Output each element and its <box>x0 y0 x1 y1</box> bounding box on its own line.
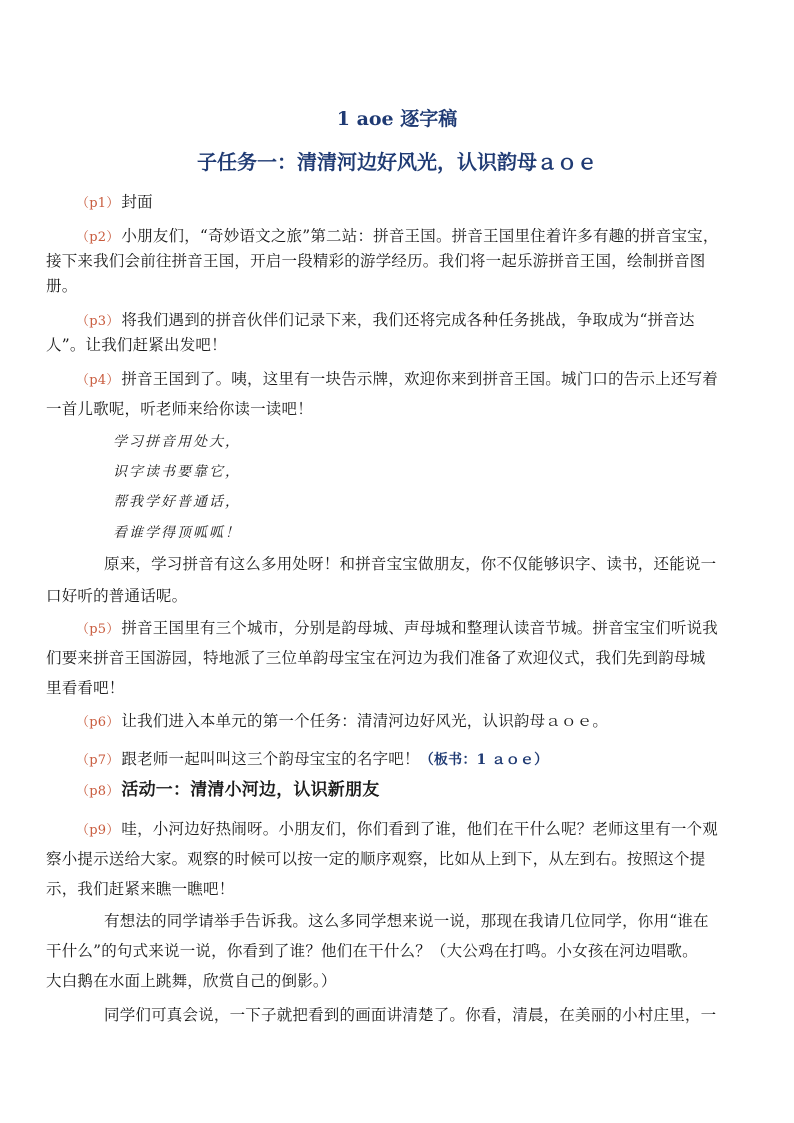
p9-line-3: 示，我们赶紧来瞧一瞧吧！ <box>46 880 235 898</box>
para-a-line-3: 大白鹅在水面上跳舞，欣赏自己的倒影。） <box>46 972 337 990</box>
p5-line-1 <box>76 618 718 640</box>
page-tag: （p3） <box>76 314 120 329</box>
p7-text: 跟老师一起叫叫这三个韵母宝宝的名字吧！ <box>121 750 420 768</box>
para-a-line-1: 有想法的同学请举手告诉我。这么多同学想来说一说，那现在我请几位同学，你用“谁在 <box>104 912 709 930</box>
after-poem-line-1: 原来，学习拼音有这么多用处呀！和拼音宝宝做朋友，你不仅能够识字、读书，还能说一 <box>104 555 717 573</box>
page-tag: （p8） <box>76 784 120 799</box>
page-tag: （p1） <box>76 196 120 211</box>
p5-text: 拼音王国里有三个城市，分别是韵母城、声母城和整理认读音节城。拼音宝宝们听说我 <box>121 619 719 637</box>
p8-line <box>76 780 379 802</box>
p2-line-3: 册。 <box>46 277 78 295</box>
page-tag: （p7） <box>76 753 120 768</box>
p1-text: 封面 <box>121 193 153 211</box>
poem-line: 帮我学好普通话， <box>113 494 241 510</box>
para-a-line-2: 干什么”的句式来说一说，你看到了谁？他们在干什么？（大公鸡在打鸣。小女孩在河边唱歌。 <box>46 942 698 960</box>
p4-line-2: 一首儿歌呢，听老师来给你读一读吧！ <box>46 400 313 418</box>
board-note: （板书：1 ａｏｅ） <box>419 752 549 768</box>
p4-text: 拼音王国到了。咦，这里有一块告示牌，欢迎你来到拼音王国。城门口的告示上还写着 <box>121 370 719 388</box>
p2-line-2: 接下来我们会前往拼音王国，开启一段精彩的游学经历。我们将一起乐游拼音王国，绘制拼音图 <box>46 252 706 270</box>
para-b-line-1: 同学们可真会说，一下子就把看到的画面讲清楚了。你看，清晨，在美丽的小村庄里，一 <box>104 1006 717 1024</box>
p5-line-2: 们要来拼音王国游园，特地派了三位单韵母宝宝在河边为我们准备了欢迎仪式，我们先到韵母城 <box>46 649 706 667</box>
p3-text: 将我们遇到的拼音伙伴们记录下来，我们还将完成各种任务挑战，争取成为“拼音达 <box>121 311 695 329</box>
page-tag: （p6） <box>76 715 120 730</box>
p6-line <box>76 711 608 733</box>
p3-line-1 <box>76 310 695 332</box>
p7-line <box>76 749 548 771</box>
p1-line <box>76 192 153 214</box>
p2-line-1 <box>76 226 719 248</box>
p2-text: 小朋友们，“奇妙语文之旅”第二站：拼音王国。拼音王国里住着许多有趣的拼音宝宝， <box>121 227 719 245</box>
p3-line-2: 人”。让我们赶紧出发吧！ <box>46 336 227 354</box>
page-tag: （p4） <box>76 373 120 388</box>
p9-line-1 <box>76 819 718 841</box>
activity-heading: 活动一：清清小河边，认识新朋友 <box>121 780 380 800</box>
p9-text: 哇，小河边好热闹呀。小朋友们，你们看到了谁，他们在干什么呢？老师这里有一个观 <box>121 820 719 838</box>
page-tag: （p2） <box>76 230 120 245</box>
page-tag: （p5） <box>76 622 120 637</box>
poem-line: 看谁学得顶呱呱！ <box>113 525 241 541</box>
p5-line-3: 里看看吧！ <box>46 679 125 697</box>
poem-line: 识字读书要靠它， <box>113 464 241 480</box>
after-poem-line-2: 口好听的普通话呢。 <box>46 587 188 605</box>
subtask-title: 子任务一：清清河边好风光，认识韵母ａｏｅ <box>197 150 597 174</box>
p6-text: 让我们进入本单元的第一个任务：清清河边好风光，认识韵母ａｏｅ。 <box>121 712 609 730</box>
page-tag: （p9） <box>76 823 120 838</box>
p4-line-1 <box>76 369 718 391</box>
poem-line: 学习拼音用处大， <box>113 434 241 450</box>
p9-line-2: 察小提示送给大家。观察的时候可以按一定的顺序观察，比如从上到下，从左到右。按照这个提 <box>46 850 706 868</box>
lesson-title: 1 aoe 逐字稿 <box>336 108 458 130</box>
